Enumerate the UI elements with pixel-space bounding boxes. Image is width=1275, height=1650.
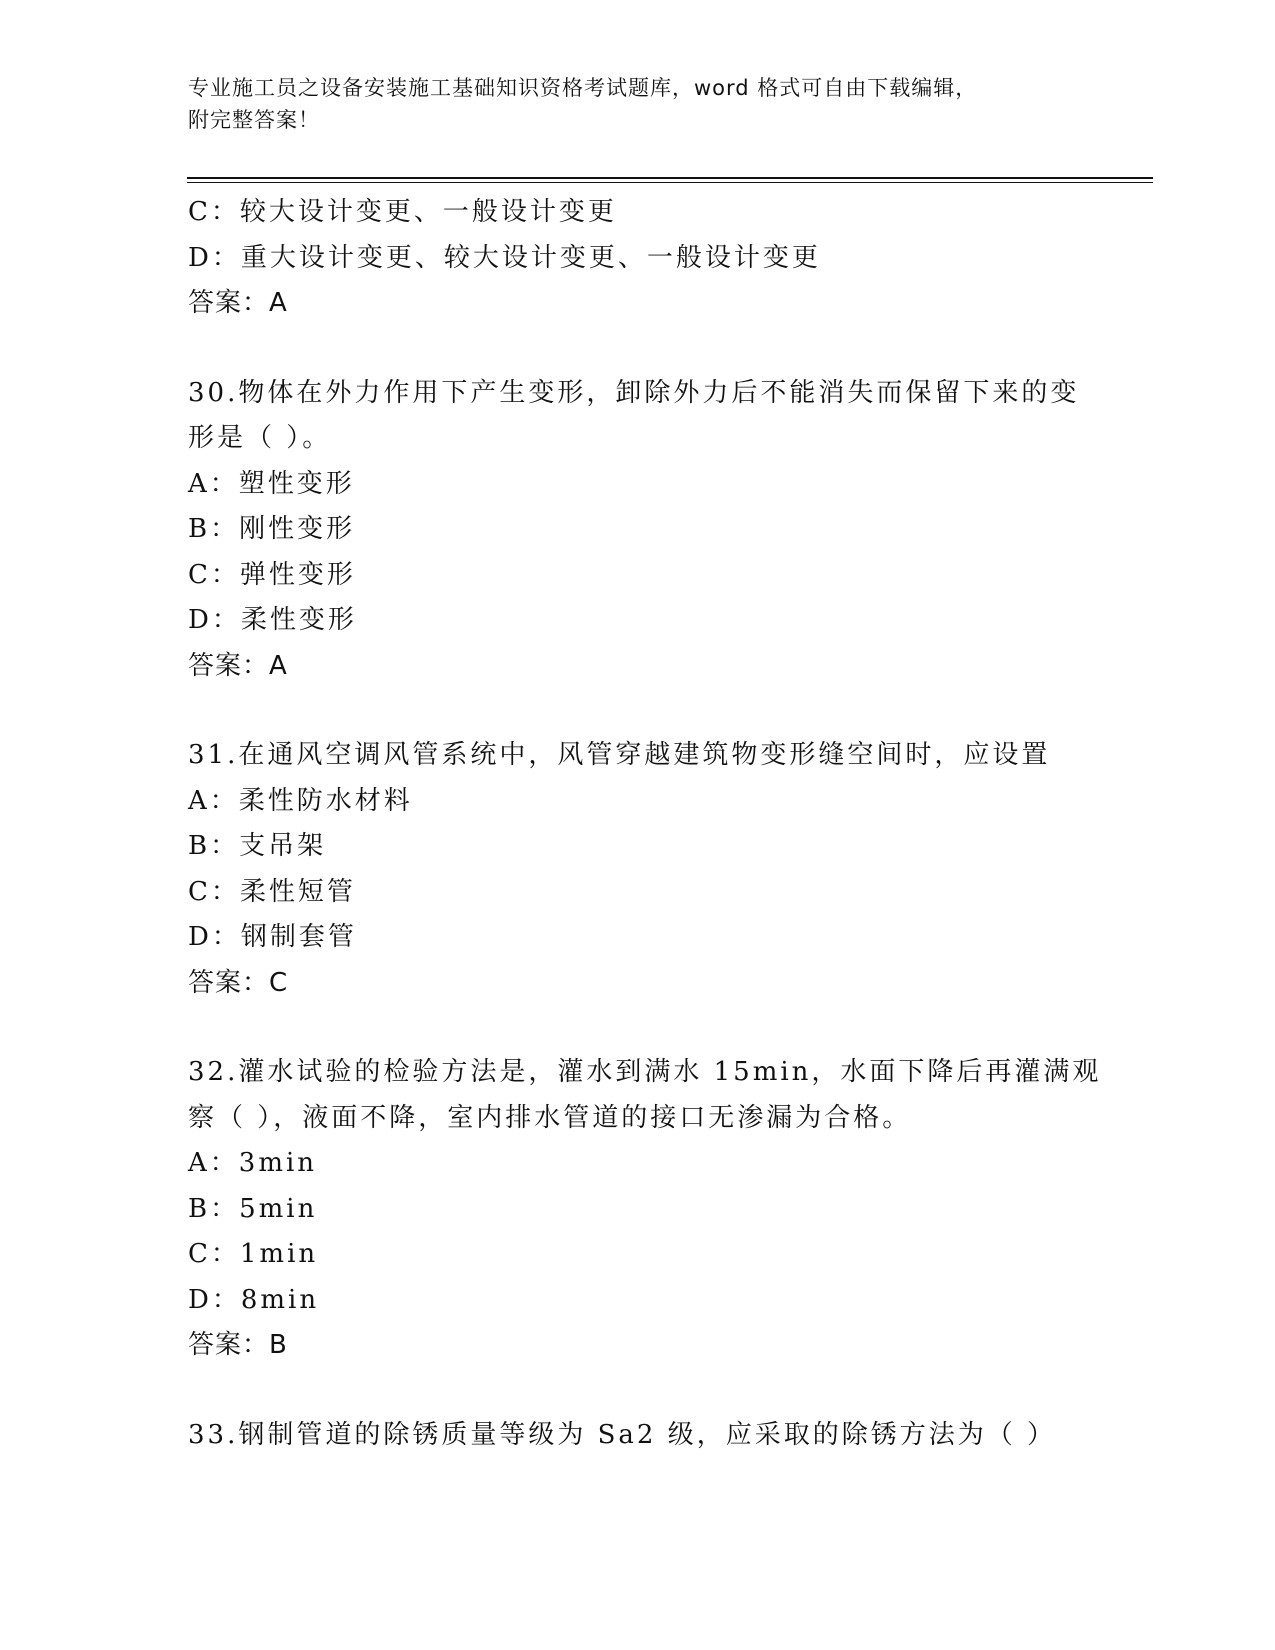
option-b: B：支吊架 — [188, 831, 327, 861]
question-stem-line-1: 33.钢制管道的除锈质量等级为 Sa2 级，应采取的除锈方法为（ ） — [188, 1419, 1056, 1450]
option-a: A：3min — [188, 1148, 318, 1178]
option-d: D：柔性变形 — [188, 605, 357, 635]
answer-text: 答案：A — [188, 650, 288, 681]
header-title-line-1: 专业施工员之设备安装施工基础知识资格考试题库，word 格式可自由下载编辑， — [188, 76, 978, 100]
header-divider-thin — [187, 182, 1153, 183]
question-30 — [188, 371, 1148, 690]
question-33 — [188, 1413, 1148, 1459]
answer-text: 答案：C — [188, 967, 289, 998]
answer-text: 答案：A — [188, 288, 288, 318]
question-stem-line-2: 形是（ ）。 — [188, 423, 332, 453]
option-d: D：8min — [188, 1284, 320, 1315]
option-a: A：塑性变形 — [188, 468, 355, 499]
option-c: C：柔性短管 — [188, 876, 356, 907]
option-d: D：钢制套管 — [188, 922, 357, 952]
option-d: D：重大设计变更、较大设计变更、一般设计变更 — [188, 242, 821, 273]
page-header — [188, 72, 1088, 136]
question-list — [188, 190, 1148, 1458]
question-stem-line-1: 31.在通风空调风管系统中，风管穿越建筑物变形缝空间时，应设置 — [188, 740, 1051, 770]
previous-question-tail — [188, 190, 1148, 327]
question-31 — [188, 733, 1148, 1006]
question-stem-line-1: 30.物体在外力作用下产生变形，卸除外力后不能消失而保留下来的变 — [188, 377, 1080, 408]
spacer — [188, 1369, 1148, 1413]
spacer — [188, 1006, 1148, 1050]
option-b: B：刚性变形 — [188, 514, 356, 544]
option-c: C：弹性变形 — [188, 559, 356, 590]
question-32 — [188, 1050, 1148, 1369]
header-divider-thick — [187, 177, 1153, 179]
option-a: A：柔性防水材料 — [188, 785, 413, 816]
spacer — [188, 689, 1148, 733]
option-b: B：5min — [188, 1193, 318, 1224]
question-stem-line-2: 察（ ），液面不降，室内排水管道的接口无渗漏为合格。 — [188, 1102, 912, 1133]
header-title-line-2: 附完整答案！ — [188, 108, 320, 132]
option-c: C：1min — [188, 1239, 319, 1269]
option-c: C：较大设计变更、一般设计变更 — [188, 197, 617, 227]
spacer — [188, 327, 1148, 371]
answer-text: 答案：B — [188, 1330, 288, 1360]
question-stem-line-1: 32.灌水试验的检验方法是，灌水到满水 15min，水面下降后再灌满观 — [188, 1057, 1102, 1087]
